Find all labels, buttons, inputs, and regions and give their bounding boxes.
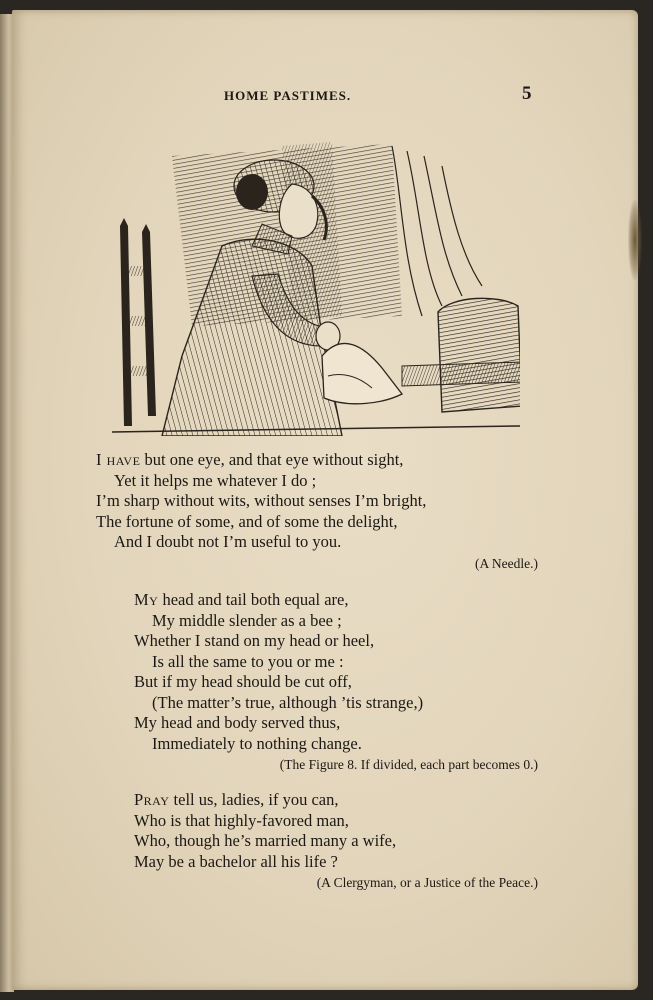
riddle-needle	[96, 450, 538, 574]
riddle-line: The fortune of some, and of some the delight,	[96, 511, 398, 531]
riddle-lead-word: My	[134, 590, 159, 609]
book-page	[12, 10, 638, 990]
woman-sewing-engraving	[102, 136, 520, 436]
running-head: HOME PASTIMES.	[224, 88, 352, 103]
riddle-line: Whether I stand on my head or heel,	[134, 631, 375, 650]
page-number: 5	[522, 83, 532, 104]
riddle-line: Who is that highly-favored man,	[134, 810, 349, 830]
riddle-answer: (The Figure 8. If divided, each part becomes 0.)	[279, 757, 538, 772]
riddle-line: Is all the same to you or me :	[152, 651, 344, 671]
riddle-line: I have but one eye, and that eye without sight,	[96, 450, 404, 469]
riddle-line: (The matter’s true, although ’tis strange,)	[152, 692, 424, 712]
riddle-lead-word: Pray	[134, 790, 170, 809]
riddle-clergyman	[134, 790, 538, 894]
riddle-line: Immediately to nothing change.	[152, 733, 362, 753]
riddle-line: My head and body served thus,	[134, 713, 341, 732]
page-header	[12, 83, 638, 112]
riddle-line: My head and tail both equal are,	[134, 590, 349, 609]
riddle-line: Pray tell us, ladies, if you can,	[134, 790, 339, 809]
riddle-line: I’m sharp without wits, without senses I’m bright,	[96, 491, 427, 510]
riddle-answer: (A Clergyman, or a Justice of the Peace.)	[316, 875, 538, 890]
riddle-line: And I doubt not I’m useful to you.	[114, 532, 342, 551]
riddle-lead-word: I have	[96, 450, 141, 469]
paper-stain	[628, 200, 642, 280]
riddle-line: Who, though he’s married many a wife,	[134, 831, 397, 850]
riddle-line: But if my head should be cut off,	[134, 672, 352, 691]
riddle-answer: (A Needle.)	[475, 555, 538, 571]
riddle-line: Yet it helps me whatever I do ;	[114, 470, 317, 490]
riddle-line: May be a bachelor all his life ?	[134, 851, 338, 871]
riddle-line: My middle slender as a bee ;	[152, 610, 342, 630]
riddle-figure-eight	[134, 590, 538, 776]
